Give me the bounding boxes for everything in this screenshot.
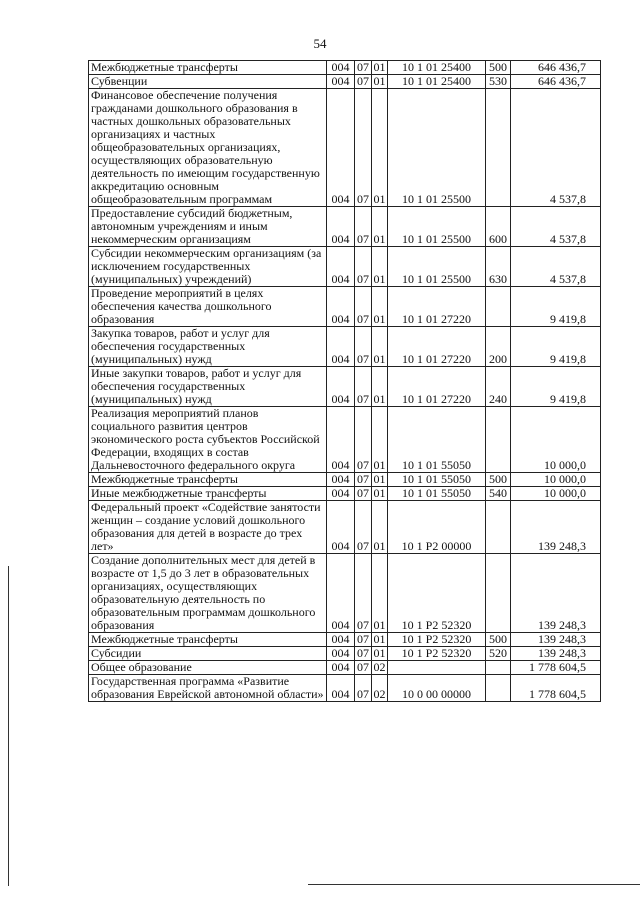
row-admin-code-cell: 004 [327, 287, 355, 327]
row-subsection-code-cell: 01 [372, 367, 388, 407]
row-amount-cell: 9 419,8 [511, 287, 601, 327]
row-subsection-code-cell: 01 [373, 60, 386, 74]
table-row [89, 75, 601, 89]
row-amount-cell: 10 000,0 [511, 487, 601, 501]
row-admin-code-cell: 004 [327, 501, 355, 554]
row-admin-code-cell: 004 [327, 89, 355, 207]
row-expense-type-cell [486, 554, 511, 633]
row-admin-code-cell: 004 [327, 75, 355, 89]
row-name-cell: Иные закупки товаров, работ и услуг для обеспечения государственных (муниципальных) нужд [89, 367, 327, 407]
row-amount-cell: 139 248,3 [511, 554, 601, 633]
row-target-article-cell: 10 1 01 25500 [388, 247, 486, 287]
row-expense-type-cell: 630 [486, 247, 511, 287]
row-expense-type-cell: 200 [486, 327, 511, 367]
row-section-code-cell: 07 [355, 75, 372, 89]
row-subsection-code-cell: 01 [373, 632, 386, 646]
table-row [89, 633, 601, 647]
table-row [89, 661, 601, 675]
row-section-code-cell: 07 [355, 675, 372, 702]
row-target-article-cell: 10 1 01 27220 [388, 367, 486, 407]
row-admin-code-cell: 004 [327, 554, 355, 633]
row-name-cell: Межбюджетные трансферты [89, 473, 327, 487]
row-section-code-cell: 07 [355, 647, 372, 661]
row-subsection-code-cell: 02 [372, 675, 388, 702]
row-target-article-cell: 10 1 01 25400 [388, 75, 486, 89]
table-row [89, 61, 601, 75]
row-target-article-cell: 10 1 P2 52320 [388, 554, 486, 633]
row-name-cell: Финансовое обеспечение получения гражданами дошкольного образования в частных дошкольных образовательных организациях и частных общеобразовательных организациях, осуществляющих образовательную деятельность по имеющим государственную аккредитацию основным общеобразовательным программам [89, 89, 327, 207]
row-admin-code-cell: 004 [327, 473, 355, 487]
row-target-article-cell: 10 1 01 25500 [388, 89, 486, 207]
row-expense-type-cell: 540 [486, 487, 511, 501]
table-row [89, 501, 601, 554]
row-amount-cell: 1 778 604,5 [511, 661, 601, 675]
row-subsection-code-cell: 01 [372, 287, 388, 327]
row-section-code-cell: 07 [355, 473, 372, 487]
row-target-article-cell: 10 1 P2 52320 [388, 647, 486, 661]
row-expense-type-cell: 520 [486, 647, 511, 661]
row-section-code-cell: 07 [355, 487, 372, 501]
row-amount-cell: 10 000,0 [511, 473, 601, 487]
row-subsection-code-cell: 01 [373, 472, 386, 486]
row-admin-code-cell: 004 [327, 207, 355, 247]
table-row [89, 247, 601, 287]
table-row [89, 287, 601, 327]
row-name-cell: Проведение мероприятий в целях обеспечения качества дошкольного образования [89, 287, 327, 327]
row-amount-cell: 139 248,3 [511, 633, 601, 647]
row-admin-code-cell: 004 [327, 647, 355, 661]
row-amount-cell: 9 419,8 [511, 367, 601, 407]
table-row [89, 89, 601, 207]
row-name-cell: Иные межбюджетные трансферты [89, 487, 327, 501]
bottom-margin-rule [308, 884, 640, 885]
row-expense-type-cell: 500 [486, 61, 511, 75]
row-target-article-cell: 10 1 01 27220 [388, 287, 486, 327]
row-name-cell: Реализация мероприятий планов социального развития центров экономического роста субъектов Российской Федерации, входящих в состав Дальневосточного федерального округа [89, 407, 327, 473]
page-number: 54 [313, 36, 327, 51]
row-amount-cell: 10 000,0 [511, 407, 601, 473]
row-amount-cell: 646 436,7 [511, 61, 601, 75]
row-section-code-cell: 07 [355, 287, 372, 327]
row-name-cell: Закупка товаров, работ и услуг для обеспечения государственных (муниципальных) нужд [89, 327, 327, 367]
budget-table-body [89, 61, 601, 702]
row-admin-code-cell: 004 [327, 327, 355, 367]
row-admin-code-cell: 004 [327, 675, 355, 702]
row-subsection-code-cell: 01 [372, 207, 388, 247]
row-expense-type-cell: 500 [486, 473, 511, 487]
row-admin-code-cell: 004 [327, 487, 355, 501]
row-name-cell: Федеральный проект «Содействие занятости женщин – создание условий дошкольного образования для детей в возрасте до трех лет» [89, 501, 327, 554]
table-row [89, 327, 601, 367]
row-expense-type-cell [486, 287, 511, 327]
row-target-article-cell: 10 1 01 27220 [388, 327, 486, 367]
row-admin-code-cell: 004 [327, 633, 355, 647]
row-amount-cell: 139 248,3 [511, 647, 601, 661]
row-subsection-code-cell: 02 [373, 660, 386, 674]
row-target-article-cell: 10 0 00 00000 [388, 675, 486, 702]
row-admin-code-cell: 004 [327, 247, 355, 287]
row-admin-code-cell: 004 [327, 661, 355, 675]
row-amount-cell: 4 537,8 [511, 247, 601, 287]
row-subsection-code-cell: 01 [372, 327, 388, 367]
row-section-code-cell: 07 [355, 247, 372, 287]
table-row [89, 647, 601, 661]
row-name-cell: Общее образование [89, 661, 327, 675]
row-name-cell: Предоставление субсидий бюджетным, автономным учреждениям и иным некоммерческим организациям [89, 207, 327, 247]
table-row [89, 473, 601, 487]
row-name-cell: Субвенции [89, 75, 327, 89]
row-amount-cell: 9 419,8 [511, 327, 601, 367]
row-expense-type-cell [486, 675, 511, 702]
row-amount-cell: 139 248,3 [511, 501, 601, 554]
table-row [89, 407, 601, 473]
row-admin-code-cell: 004 [327, 407, 355, 473]
row-name-cell: Государственная программа «Развитие образования Еврейской автономной области» [89, 675, 327, 702]
row-expense-type-cell [486, 89, 511, 207]
row-amount-cell: 646 436,7 [511, 75, 601, 89]
row-section-code-cell: 07 [355, 407, 372, 473]
row-section-code-cell: 07 [355, 367, 372, 407]
row-section-code-cell: 07 [355, 89, 372, 207]
table-row [89, 554, 601, 633]
budget-table [88, 60, 601, 702]
row-subsection-code-cell: 01 [373, 74, 386, 88]
row-expense-type-cell [486, 407, 511, 473]
row-name-cell: Межбюджетные трансферты [89, 61, 327, 75]
row-section-code-cell: 07 [355, 633, 372, 647]
row-admin-code-cell: 004 [327, 367, 355, 407]
row-amount-cell: 1 778 604,5 [511, 675, 601, 702]
table-row [89, 367, 601, 407]
row-subsection-code-cell: 01 [373, 486, 386, 500]
row-target-article-cell [388, 661, 486, 675]
row-subsection-code-cell: 01 [372, 89, 388, 207]
row-name-cell: Межбюджетные трансферты [89, 633, 327, 647]
row-subsection-code-cell: 01 [372, 407, 388, 473]
table-row [89, 487, 601, 501]
row-target-article-cell: 10 1 P2 52320 [388, 633, 486, 647]
row-expense-type-cell [486, 501, 511, 554]
row-section-code-cell: 07 [355, 61, 372, 75]
row-amount-cell: 4 537,8 [511, 89, 601, 207]
row-expense-type-cell: 530 [486, 75, 511, 89]
row-expense-type-cell: 240 [486, 367, 511, 407]
row-amount-cell: 4 537,8 [511, 207, 601, 247]
row-section-code-cell: 07 [355, 554, 372, 633]
row-name-cell: Субсидии [89, 647, 327, 661]
row-section-code-cell: 07 [355, 661, 372, 675]
row-admin-code-cell: 004 [327, 61, 355, 75]
row-target-article-cell: 10 1 P2 00000 [388, 501, 486, 554]
row-target-article-cell: 10 1 01 55050 [388, 407, 486, 473]
row-expense-type-cell [486, 661, 511, 675]
row-section-code-cell: 07 [355, 501, 372, 554]
table-row [89, 675, 601, 702]
row-section-code-cell: 07 [355, 327, 372, 367]
row-target-article-cell: 10 1 01 25400 [388, 61, 486, 75]
row-subsection-code-cell: 01 [372, 501, 388, 554]
row-target-article-cell: 10 1 01 55050 [388, 487, 486, 501]
row-target-article-cell: 10 1 01 25500 [388, 207, 486, 247]
row-subsection-code-cell: 01 [372, 247, 388, 287]
row-expense-type-cell: 600 [486, 207, 511, 247]
row-target-article-cell: 10 1 01 55050 [388, 473, 486, 487]
row-name-cell: Создание дополнительных мест для детей в возрасте от 1,5 до 3 лет в образовательных организациях, осуществляющих образовательную деятельность по образовательным программам дошкольного образования [89, 554, 327, 633]
row-name-cell: Субсидии некоммерческим организациям (за исключением государственных (муниципальных) учреждений) [89, 247, 327, 287]
row-expense-type-cell: 500 [486, 633, 511, 647]
row-section-code-cell: 07 [355, 207, 372, 247]
table-row [89, 207, 601, 247]
left-margin-rule [8, 566, 9, 886]
row-subsection-code-cell: 01 [373, 646, 386, 660]
row-subsection-code-cell: 01 [372, 554, 388, 633]
